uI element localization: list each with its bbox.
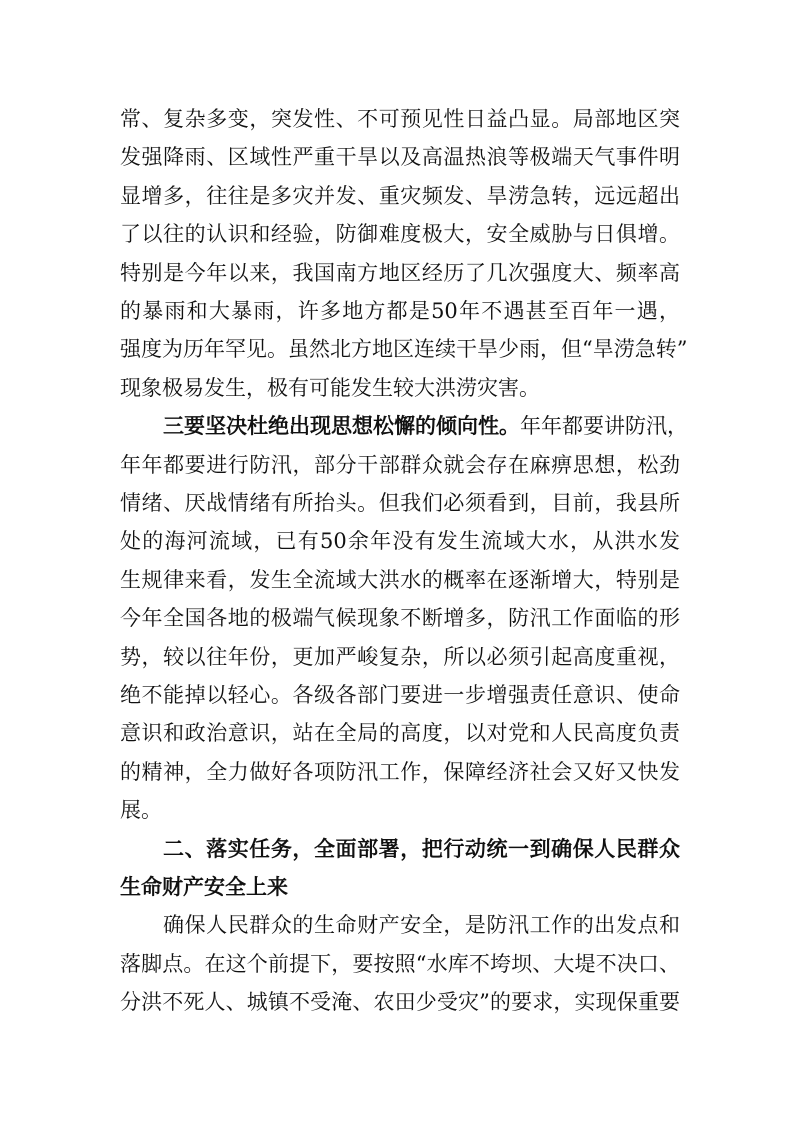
text-line: 强度为历年罕见。虽然北方地区连续干旱少雨，但“旱涝急转”	[120, 337, 688, 362]
text-line: 常、复杂多变，突发性、不可预见性日益凸显。局部地区突	[120, 107, 680, 131]
text-line: 生规律来看，发生全流域大洪水的概率在逐渐增大，特别是	[120, 567, 680, 592]
text-line: 了以往的认识和经验，防御难度极大，安全威胁与日俱增。	[120, 222, 680, 247]
text-line: 今年全国各地的极端气候现象不断增多，防汛工作面临的形	[120, 606, 680, 631]
paragraph-lead-line	[163, 411, 688, 441]
section-heading-cont: 生命财产安全上来	[120, 875, 288, 899]
text-line: 处的海河流域，已有50余年没有发生流域大水，从洪水发	[120, 529, 680, 554]
text-line: 发强降雨、区域性严重干旱以及高温热浪等极端天气事件明	[120, 145, 680, 170]
text-line: 意识和政治意识，站在全局的高度，以对党和人民高度负责	[120, 721, 680, 746]
text-line: 现象极易发生，极有可能发生较大洪涝灾害。	[120, 375, 540, 400]
text-line: 情绪、厌战情绪有所抬头。但我们必须看到，目前，我县所	[120, 491, 680, 515]
text-line: 落脚点。在这个前提下，要按照“水库不垮坝、大堤不决口、	[120, 951, 680, 976]
text-line: 的精神，全力做好各项防汛工作，保障经济社会又好又快发	[120, 759, 680, 784]
text-line: 确保人民群众的生命财产安全，是防汛工作的出发点和	[163, 913, 680, 938]
text-line: 绝不能掉以轻心。各级各部门要进一步增强责任意识、使命	[120, 683, 680, 707]
text-line: 分洪不死人、城镇不受淹、农田少受灾”的要求，实现保重要	[120, 990, 680, 1015]
bold-lead-sentence: 三要坚决杜绝出现思想松懈的倾向性。	[163, 414, 520, 439]
text-line: 特别是今年以来，我国南方地区经历了几次强度大、频率高	[120, 260, 680, 285]
text-line: 的暴雨和大暴雨，许多地方都是50年不遇甚至百年一遇，	[120, 299, 680, 323]
text-line: 显增多，往往是多灾并发、重灾频发、旱涝急转，远远超出	[120, 183, 680, 208]
text-line: 年年都要进行防汛，部分干部群众就会存在麻痹思想，松劲	[120, 452, 680, 477]
section-heading: 二、落实任务，全面部署，把行动统一到确保人民群众	[163, 836, 680, 861]
text-line: 展。	[120, 798, 162, 823]
text-line: 势，较以往年份，更加严峻复杂，所以必须引起高度重视，	[120, 644, 680, 669]
text-span: 年年都要讲防汛，	[520, 414, 688, 439]
